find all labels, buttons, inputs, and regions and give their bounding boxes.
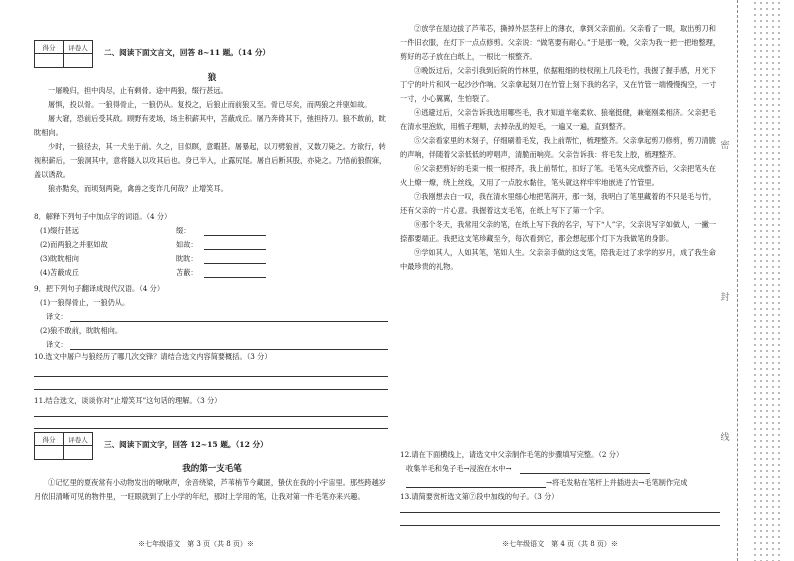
q12-answer-line-2[interactable]	[406, 487, 546, 488]
question-12-stem: 12.请在下面横线上，请选文中父亲制作毛笔的步骤填写完整。（2 分）	[400, 450, 624, 459]
q8-item-4: (4)苫蔽成丘	[40, 268, 79, 277]
modern-paragraph: ②放学在屋边拔了芦苇芯，撕掉外层茎秆上的薄衣，拿到父亲面前。父亲看了一眼，取出剪刀和一件旧衣服，在灯下一点点修剪。父亲说：“做笔要有耐心。”于是那一晚，父亲为我一把一把地整理，剪好的芯子放在白纸上，一根比一根整齐。	[400, 24, 721, 61]
seal-char: 密	[718, 138, 732, 151]
modern-paragraph: ⑧那个冬天，我常用父亲的笔，在纸上写下我的名字，写下“人”字，父亲说写字如做人，一撇一捺都要端正。我把这支笔珍藏至今，每次看到它，都会想起那个灯下为我做笔的身影。	[400, 220, 717, 243]
seal-char: 线	[718, 430, 732, 443]
modern-paragraph: ⑨学如其人，人如其笔，笔如人生。父亲亲手做的这支笔，陪我走过了求学的岁月，成了我生命中最珍贵的礼物。	[400, 248, 716, 271]
score-table-section2	[34, 40, 93, 68]
score-label: 得分	[35, 433, 64, 446]
score-label: 得分	[35, 41, 64, 54]
question-8-stem: 8．解释下列句子中加点字的词语。（4 分）	[34, 212, 172, 221]
score-table-section3	[34, 432, 93, 460]
classical-paragraph: 一屠晚归，担中肉尽，止有剩骨。途中两狼，缀行甚远。	[48, 86, 228, 95]
q12-steps-middle: →将毛发粘在笔杆上并插进去→毛笔制作完成	[546, 478, 688, 487]
q11-answer-line-2[interactable]	[34, 428, 388, 429]
q12-steps-start: 收集羊毛和兔子毛→浸泡在水中→	[406, 464, 512, 473]
page-footer-3: ※七年级语文 第 3 页（共 8 页）※	[138, 540, 254, 548]
q12-answer-line-1[interactable]	[520, 473, 650, 474]
modern-text-title: 我的第一支毛笔	[182, 464, 242, 474]
question-13-stem: 13.请简要赏析选文第⑦段中加线的句子。（3 分）	[400, 492, 559, 501]
q13-answer-line-2[interactable]	[400, 525, 720, 526]
q13-answer-line-1[interactable]	[400, 512, 720, 513]
q8-answer-label-4: 苫蔽：	[176, 268, 198, 277]
grader-cell[interactable]	[64, 54, 93, 68]
q8-answer-line-4[interactable]	[204, 277, 266, 278]
score-cell[interactable]	[35, 446, 64, 460]
right-page	[392, 0, 728, 561]
question-11-stem: 11.结合选文，谈谈你对“止增笑耳”这句话的理解。（3 分）	[34, 396, 222, 405]
classical-text-title: 狼	[207, 73, 217, 83]
modern-paragraph: ⑦我刚想去白一叹，我在清水里细心地把笔润开，那一刻，我明白了笔里藏着的不只是毛与竹，还有父亲的一片心意。我握着这支毛笔，在纸上写下了第一个字。	[400, 192, 716, 215]
section2-heading: 二、阅读下面文言文，回答 8~11 题。（14 分）	[104, 48, 271, 57]
question-9-stem: 9．把下列句子翻译成现代汉语。（4 分）	[34, 284, 165, 293]
q9-translation-label-2: 译文：	[46, 340, 68, 349]
q9-answer-line-1[interactable]	[70, 321, 388, 322]
q8-item-1: (1)缀行甚远	[40, 226, 79, 235]
grader-label: 评卷人	[64, 41, 93, 54]
seal-line	[737, 0, 738, 561]
classical-paragraph: 屠大窘，恐前后受其敌。顾野有麦场，场主积薪其中，苫蔽成丘。屠乃奔倚其下，弛担持刀。狼不敢前，眈眈相向。	[34, 114, 386, 137]
modern-paragraph: ④逃避过后，父亲告诉我选用哪些毛，我才知道羊毫柔软、狼毫挺健，兼毫刚柔相济。父亲把毛在清水里泡软，用梳子理顺，去掉杂乱的短毛，一遍又一遍，直到整齐。	[400, 108, 716, 131]
seal-char: 封	[718, 290, 732, 303]
q9-sentence-2: (2)狼不敢前，眈眈相向。	[40, 326, 123, 335]
classical-text-body	[34, 84, 390, 196]
classical-paragraph: 狼亦黠矣，而顷刻两毙，禽兽之变诈几何哉？止增笑耳。	[48, 184, 228, 193]
q9-translation-label-1: 译文：	[46, 312, 68, 321]
modern-paragraph-1: ①记忆里的夏夜常有小动物发出的啾啾声，余音绕梁，芦苇梢节今藏匿，蛰伏在我的小宇宙里。那些跨越岁月依旧清晰可见的物件里，一旺眼就到了上小学的年纪，那时上学用的笔，让我对第一件毛笔亦来兴趣。	[34, 478, 386, 501]
modern-text-continued	[400, 22, 722, 274]
q8-answer-label-3: 眈眈：	[176, 254, 198, 263]
left-page	[0, 0, 392, 561]
q11-answer-line-1[interactable]	[34, 416, 388, 417]
q8-answer-label-1: 缀：	[176, 226, 191, 235]
question-10-stem: 10.选文中屠户与狼经历了哪几次交锋？请结合选文内容简要概括。（3 分）	[34, 352, 272, 361]
q8-answer-line-3[interactable]	[204, 263, 266, 264]
q8-item-2: (2)而两狼之并驱如故	[40, 240, 108, 249]
q8-item-3: (3)眈眈相向	[40, 254, 79, 263]
classical-paragraph: 屠惧，投以骨。一狼得骨止，一狼仍从。复投之，后狼止而前狼又至。骨已尽矣，而两狼之并驱如故。	[48, 100, 372, 109]
q9-sentence-1: (1)一狼得骨止，一狼仍从。	[40, 298, 130, 307]
binding-margin-pattern	[752, 0, 782, 561]
q8-answer-line-1[interactable]	[204, 235, 266, 236]
modern-paragraph: ⑤父亲看家里的木刻子，仔细刷着毛发，我上前帮忙，梳理整齐。父亲拿起剪刀修剪，剪刀清脆的声响，伴随着父亲低低的哼唱声，清脆而响亮。父亲告诉我：将毛发上胶，梳理整齐。	[400, 136, 716, 159]
modern-paragraph: ⑥父亲把剪好的毛束一根一根捋齐，我上前帮忙，扣好了笔。毛笔头完成整齐后，父亲把笔头在火上燎一燎，绕上丝线，又用了一点胶水黏住，笔头就这样牢牢地嵌进了竹管里。	[400, 164, 716, 187]
page-footer-4: ※七年级语文 第 4 页（共 8 页）※	[502, 540, 618, 548]
classical-paragraph: 少时，一狼径去，其一犬坐于前。久之，目似瞑，意暇甚。屠暴起，以刀劈狼首，又数刀毙之。方欲行，转视积薪后，一狼洞其中，意将隧入以攻其后也。身已半入，止露尻尾。屠自后断其股，亦毙之。乃悟前狼假寐，盖以诱敌。	[34, 142, 387, 179]
modern-paragraph: ③晚饭过后，父亲引我到后院的竹林里，依据粗细的枝杈削上几段毛竹，我握了握手感，月光下丁宁的叶片和风一起沙沙作响。父亲拿起刻刀在竹管上刻下我的名字，又在竹管一端慢慢掏空，一寸一寸，小心翼翼，生怕裂了。	[400, 66, 717, 103]
section3-heading: 三、阅读下面文字，回答 12~15 题。（12 分）	[104, 440, 268, 449]
q10-answer-line-2[interactable]	[34, 389, 388, 390]
q8-answer-label-2: 如故：	[176, 240, 198, 249]
grader-label: 评卷人	[64, 433, 93, 446]
grader-cell[interactable]	[64, 446, 93, 460]
q10-answer-line-1[interactable]	[34, 376, 388, 377]
score-cell[interactable]	[35, 54, 64, 68]
q8-answer-line-2[interactable]	[204, 249, 266, 250]
